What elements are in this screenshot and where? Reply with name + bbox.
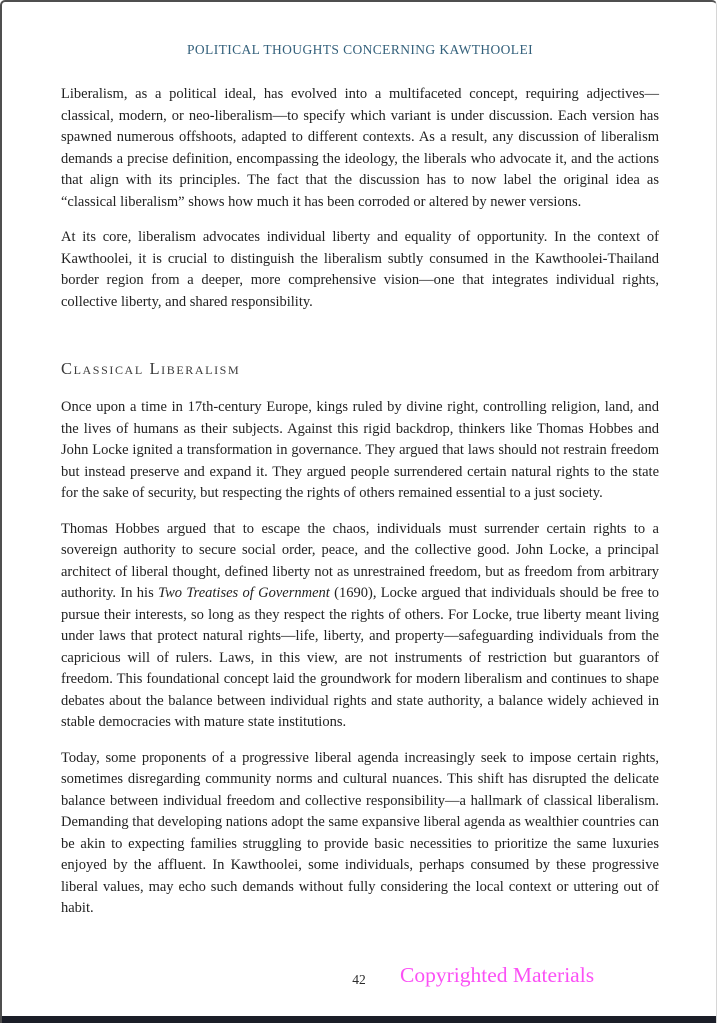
paragraph-hobbes-locke-text: Thomas Hobbes argued that to escape the chaos, individuals must surrender certain rights to a sovereign authority to secure social order, peace, and the collective good. John Locke, a principal architect of liberal thought, defined liberty not as unrestrained freedom, but as freedom from arbitrary authority. In his	[61, 520, 659, 601]
paragraph-liberalism-intro: Liberalism, as a political ideal, has evolved into a multifaceted concept, requiring adjectives—classical, modern, or neo-liberalism—to specify which variant is under discussion. Each version has spawned numerous offshoots, adapted to different contexts. As a result, any discussion of liberalism demands a precise definition, encompassing the ideology, the liberals who advocate it, and the actions that align with its principles. The fact that the discussion has to now label the original idea as “classical liberalism” shows how much it has been corroded or altered by newer versions.	[61, 86, 659, 210]
copyright-watermark: Copyrighted Materials	[400, 963, 595, 987]
section-heading-classical-liberalism: Classical Liberalism	[61, 359, 241, 378]
paragraph-core-liberalism: At its core, liberalism advocates individual liberty and equality of opportunity. In the context of Kawthoolei, it is crucial to distinguish the liberalism subtly consumed in the Kawthoolei-Thailand border region from a deeper, more comprehensive vision—one that integrates individual rights, collective liberty, and shared responsibility.	[61, 229, 659, 310]
paragraph-progressive-agenda: Today, some proponents of a progressive liberal agenda increasingly seek to impose certain rights, sometimes disregarding community norms and cultural nuances. This shift has disrupted the delicate balance between individual freedom and collective responsibility—a hallmark of classical liberalism. Demanding that developing nations adopt the same expansive liberal agenda as wealthier countries can be akin to expecting families struggling to provide basic necessities to prioritize the same luxuries enjoyed by the affluent. In Kawthoolei, some individuals, perhaps consumed by these progressive liberal values, may echo such demands without fully considering the local context or uttering out of habit.	[61, 749, 659, 916]
running-header: POLITICAL THOUGHTS CONCERNING KAWTHOOLEI	[186, 42, 533, 57]
bottom-edge-bar	[2, 1016, 716, 1023]
page-content	[2, 2, 716, 920]
page-number: 42	[352, 972, 366, 987]
paragraph-hobbes-locke-continued: (1690), Locke argued that individuals should be free to pursue their interests, so long as they respect the rights of others. For Locke, true liberty meant living under laws that protect natural rights—life, liberty, and property—safeguarding individuals from the capricious will of rulers. Laws, in this view, are not instruments of restriction but guarantors of freedom. This foundational concept laid the groundwork for modern liberalism and continues to shape debates about the balance between individual rights and state authority, a balance widely achieved in stable democracies with mature state institutions.	[61, 585, 659, 730]
page-footer	[2, 965, 716, 993]
paragraph-hobbes-locke	[61, 519, 659, 734]
book-title-two-treatises: Two Treatises of Government	[158, 585, 330, 601]
paragraph-17th-century: Once upon a time in 17th-century Europe, kings ruled by divine right, controlling religion, land, and the lives of humans as their subjects. Against this rigid backdrop, thinkers like Thomas Hobbes and John Locke ignited a transformation in governance. They argued that laws should not restrain freedom but instead preserve and expand it. They argued people surrendered certain natural rights to the state for the sake of security, but respecting the rights of others remained essential to a just society.	[61, 399, 659, 501]
